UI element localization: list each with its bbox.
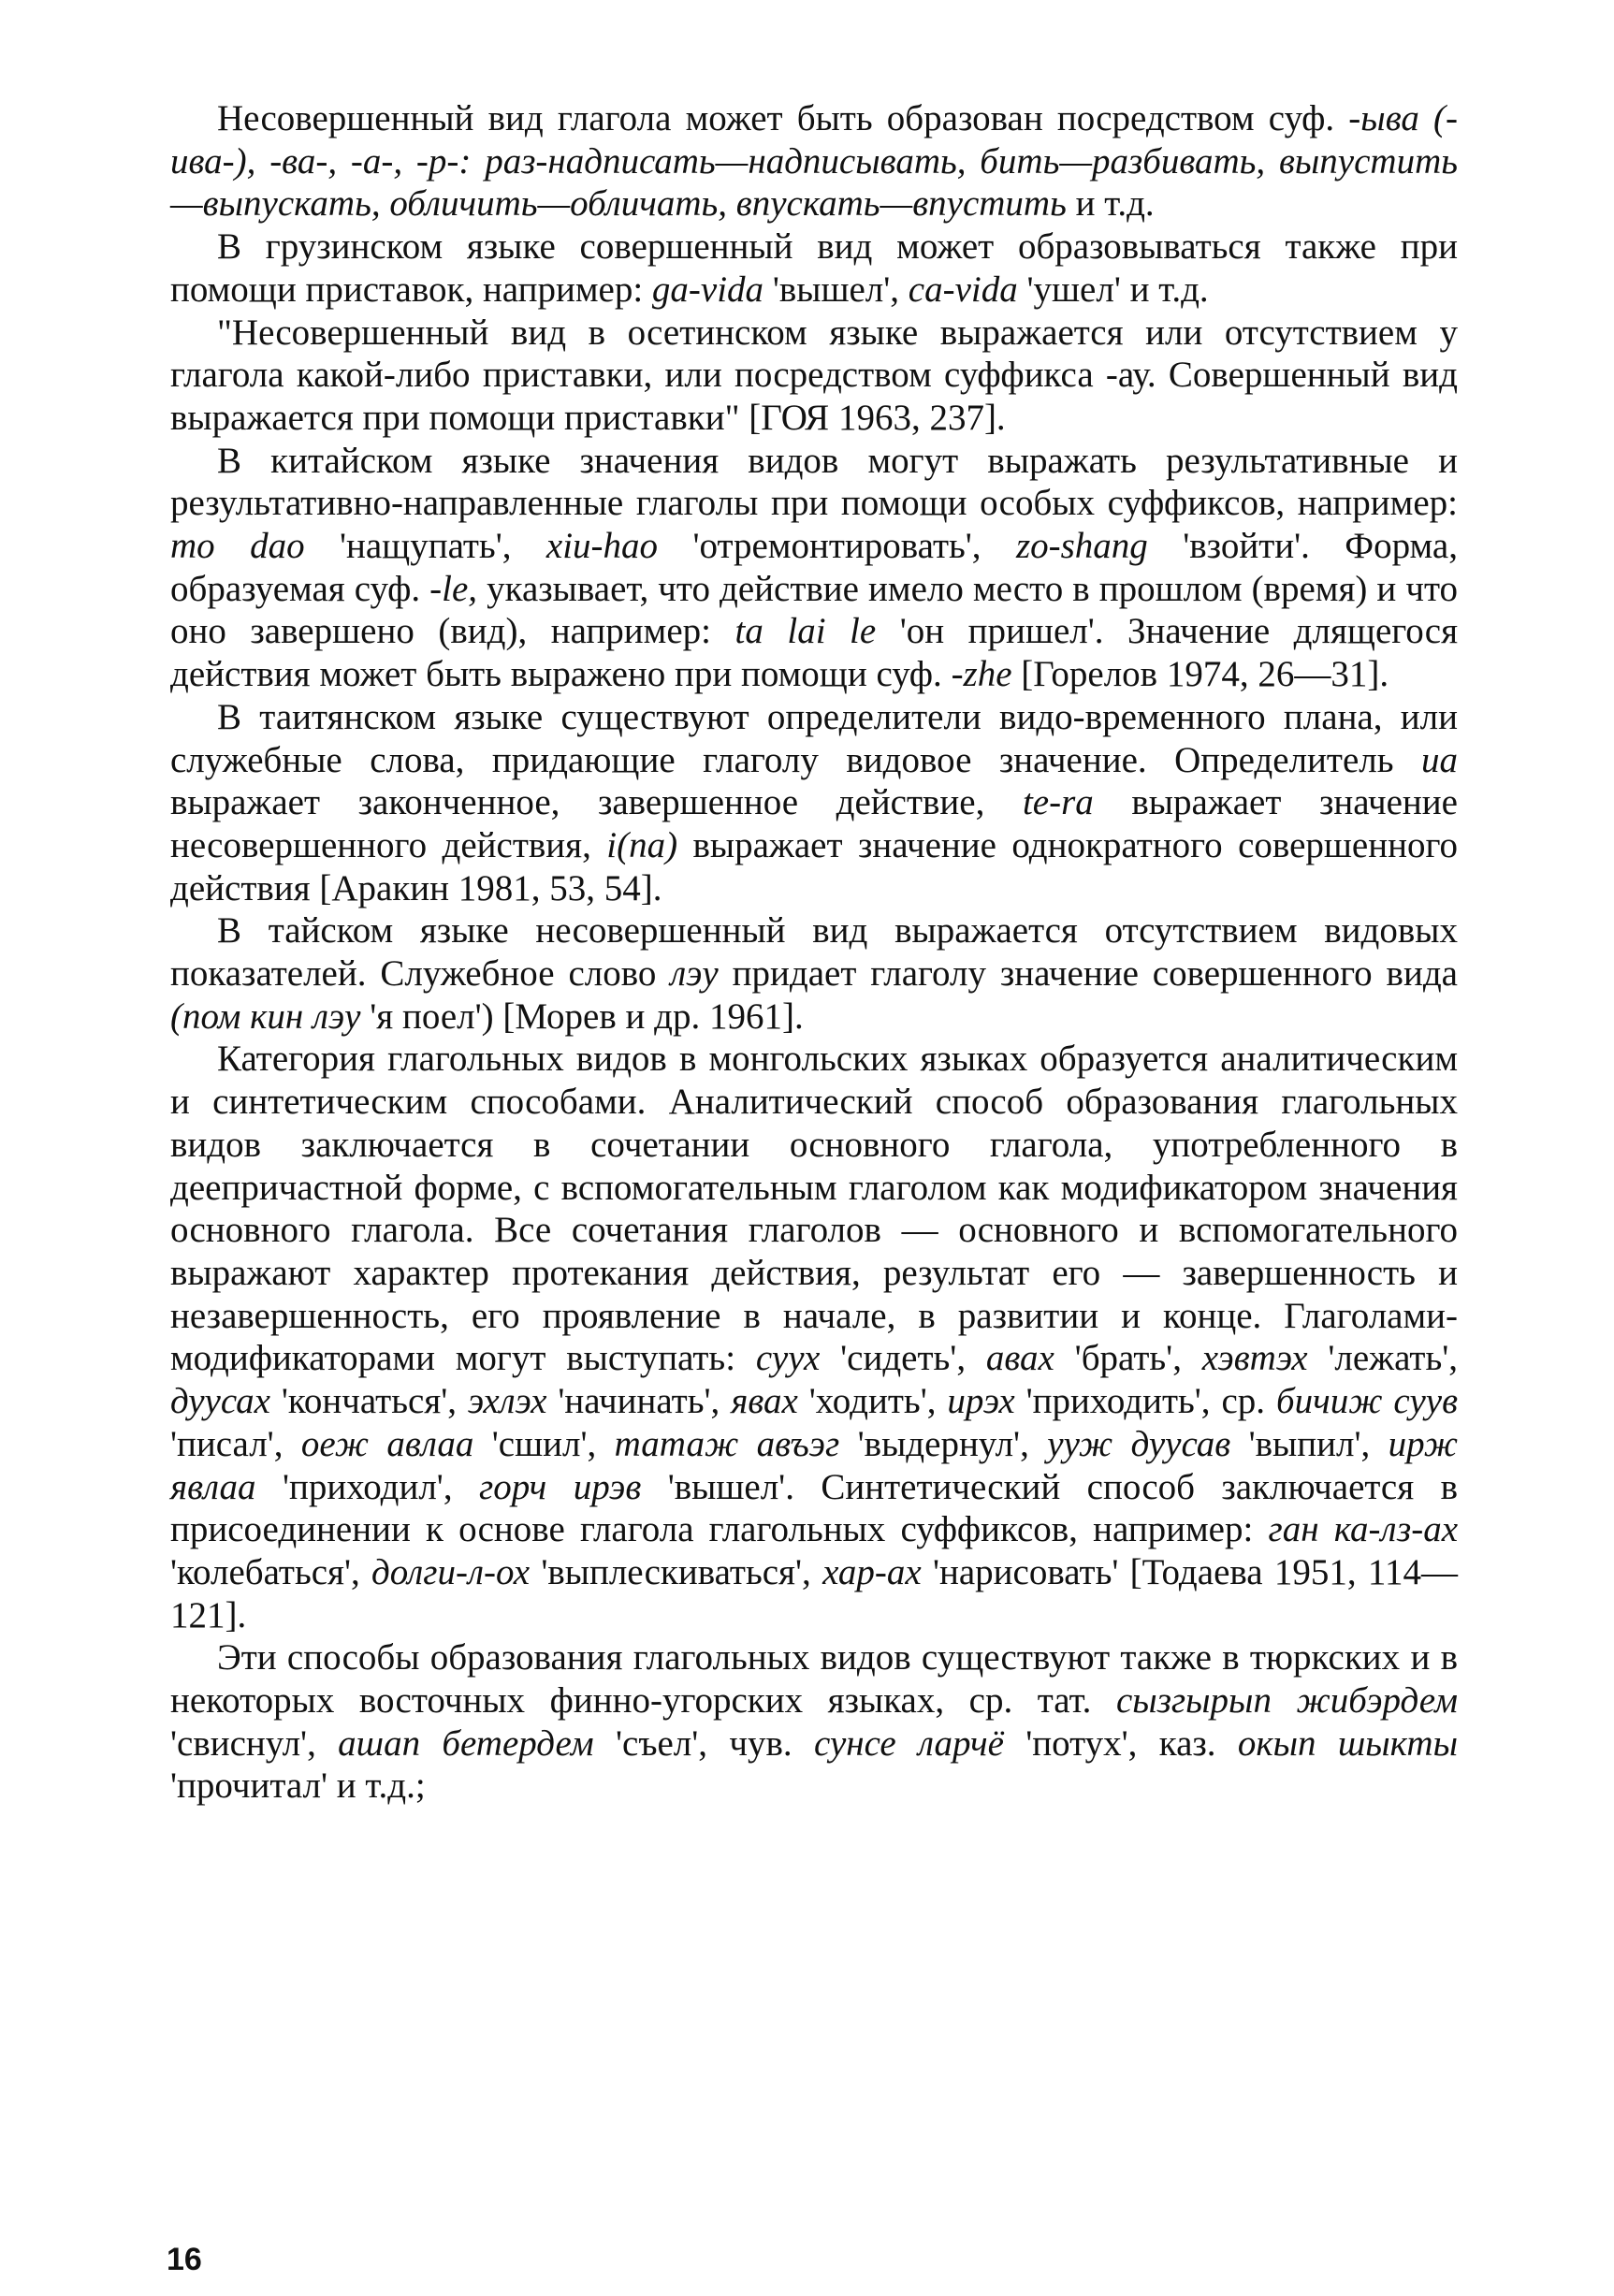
text-run: и т.д. xyxy=(1066,183,1155,225)
italic-term: горч ирэв xyxy=(478,1466,642,1507)
paragraph xyxy=(170,696,1458,910)
text-run: выражает значение несовершенного действия, xyxy=(170,782,1458,865)
page-body-text xyxy=(170,97,1458,1808)
italic-term: (пом кин лэу xyxy=(170,995,361,1037)
text-run: 'сшил', xyxy=(473,1423,615,1464)
text-run: выражает законченное, завершенное действие, xyxy=(170,782,1023,823)
text-run: 'выплескиваться', xyxy=(530,1551,823,1592)
text-run: Категория глагольных видов в монгольских языках образуется аналитическим и синтетическим способами. Аналитический способ образования глагольных видов заключается в сочетании основного глагола, употребленного в деепричастной форме, с вспомогательным глаголом как модификатором значения основного глагола. Все сочетания глаголов — основного и вспомогательного выражают характер протекания действия, результат его — завершенность и незавершенность, его проявление в начале, в развитии и конце. Глаголами-модификаторами могут выступать: xyxy=(170,1039,1458,1379)
paragraph xyxy=(170,440,1458,696)
text-run: 'колебаться', xyxy=(170,1551,372,1592)
text-run: В таитянском языке существуют определители видо-временного плана, или служебные слова, придающие глаголу видовое значение. Определитель xyxy=(170,696,1458,780)
italic-term: лэу xyxy=(670,953,719,995)
text-run: 'нарисовать' [Тодаева 1951, 114—121]. xyxy=(170,1551,1458,1635)
text-run: 'ушел' и т.д. xyxy=(1017,269,1209,310)
italic-term: хэвтэх xyxy=(1201,1338,1308,1379)
text-run: 'сидеть', xyxy=(820,1338,986,1379)
paragraph xyxy=(170,97,1458,225)
text-run: 'выпил', xyxy=(1230,1423,1389,1464)
italic-term: сунсе ларчё xyxy=(813,1722,1004,1764)
text-run: "Несовершенный вид в осетинском языке выражается или отсутствием у глагола какой-либо приставки, или посредством суффикса -ау. Совершенный вид выражается при помощи приставки" [ГОЯ 1963, 237]. xyxy=(170,312,1458,438)
italic-term: татаж авъэг xyxy=(614,1423,840,1464)
text-run: 'взойти'. Форма, образуемая суф. xyxy=(170,526,1458,609)
italic-term: долги-л-ох xyxy=(371,1551,531,1592)
paragraph xyxy=(170,225,1458,311)
italic-term: zo-shang xyxy=(1015,526,1148,567)
italic-term: xiu-hao xyxy=(545,526,659,567)
text-run: 'лежать', xyxy=(1307,1338,1459,1379)
text-run: 'потух', каз. xyxy=(1003,1722,1238,1764)
italic-term: ган ка-лз-ах xyxy=(1268,1509,1459,1550)
text-run: 'свиснул', xyxy=(170,1722,339,1764)
text-run: указывает, что действие имело место в прошлом (время) и что оно завершено (вид), например: xyxy=(170,568,1458,652)
italic-term: хар-ах xyxy=(822,1551,922,1592)
italic-term: ga-vida xyxy=(651,269,764,310)
italic-term: явах xyxy=(731,1381,798,1422)
text-run: 'начинать', xyxy=(546,1381,732,1422)
text-run: 'приходить', ср. xyxy=(1014,1381,1276,1422)
text-run: 'кончаться', xyxy=(269,1381,468,1422)
page-number: 16 xyxy=(167,2242,202,2277)
italic-term: бичиж суув xyxy=(1275,1381,1459,1422)
text-run: 'писал', xyxy=(170,1423,301,1464)
italic-term: ua xyxy=(1421,739,1458,780)
italic-term: дуусах xyxy=(170,1381,270,1422)
paragraph xyxy=(170,1038,1458,1636)
text-run: выражает значение однократного совершенного действия [Аракин 1981, 53, 54]. xyxy=(170,824,1458,908)
italic-term: оеж авлаа xyxy=(300,1423,474,1464)
italic-term: te-ra xyxy=(1022,782,1094,823)
paragraph xyxy=(170,909,1458,1038)
italic-term: ca-vida xyxy=(908,269,1018,310)
text-run: 'вышел'. Синтетический способ заключается в присоединении к основе глагола глагольных суффиксов, например: xyxy=(170,1466,1458,1550)
text-run: 'вышел', xyxy=(763,269,909,310)
text-run: В грузинском языке совершенный вид может образовываться также при помощи приставок, например: xyxy=(170,226,1458,310)
text-run: [Горелов 1974, 26—31]. xyxy=(1011,654,1389,695)
italic-term: i(na) xyxy=(606,824,678,865)
italic-term: mo dao xyxy=(170,526,305,567)
italic-term: ууж дуусав xyxy=(1047,1423,1231,1464)
italic-term: ирж явлаа xyxy=(170,1423,1458,1507)
italic-term: -zhe xyxy=(951,654,1012,695)
italic-term: ашап бетердем xyxy=(338,1722,594,1764)
paragraph xyxy=(170,312,1458,440)
text-run: 'приходил', xyxy=(255,1466,479,1507)
text-run: В китайском языке значения видов могут выражать результативные и результативно-направленные глаголы при помощи особых суффиксов, например: xyxy=(170,440,1458,524)
text-run: 'нащупать', xyxy=(304,526,546,567)
text-run: придает глаголу значение совершенного вида xyxy=(718,953,1458,995)
text-run: 'я поел') [Морев и др. 1961]. xyxy=(360,995,804,1037)
italic-term: сызгырып жибэрдем xyxy=(1115,1680,1458,1722)
paragraph xyxy=(170,1636,1458,1808)
text-run: 'ходить', xyxy=(797,1381,948,1422)
italic-term: -le, xyxy=(429,568,478,609)
italic-term: -ыва (-ива-), -ва-, -а-, -р-: раз-надписать—надписывать, бить—разбивать, выпустить—выпускать, обличить—обличать, впускать—впустить xyxy=(170,98,1458,225)
text-run: 'брать', xyxy=(1054,1338,1202,1379)
italic-term: авах xyxy=(985,1338,1054,1379)
italic-term: суух xyxy=(755,1338,821,1379)
italic-term: окып шыкты xyxy=(1237,1722,1458,1764)
italic-term: ирэх xyxy=(947,1381,1015,1422)
text-run: В тайском языке несовершенный вид выражается отсутствием видовых показателей. Служебное слово xyxy=(170,910,1458,995)
text-run: 'отремонтировать', xyxy=(658,526,1016,567)
text-run: Несовершенный вид глагола может быть образован посредством суф. xyxy=(217,98,1349,138)
text-run: Эти способы образования глагольных видов существуют также в тюркских и в некоторых восточных финно-угорских языках, ср. тат. xyxy=(170,1637,1458,1722)
text-run: 'прочитал' и т.д.; xyxy=(170,1766,426,1807)
text-run: 'выдернул', xyxy=(839,1423,1048,1464)
text-run: 'он пришел'. Значение длящегося действия может быть выражено при помощи суф. xyxy=(170,611,1459,695)
italic-term: эхлэх xyxy=(467,1381,547,1422)
italic-term: ta lai le xyxy=(734,611,877,652)
text-run: 'съел', чув. xyxy=(593,1722,814,1764)
